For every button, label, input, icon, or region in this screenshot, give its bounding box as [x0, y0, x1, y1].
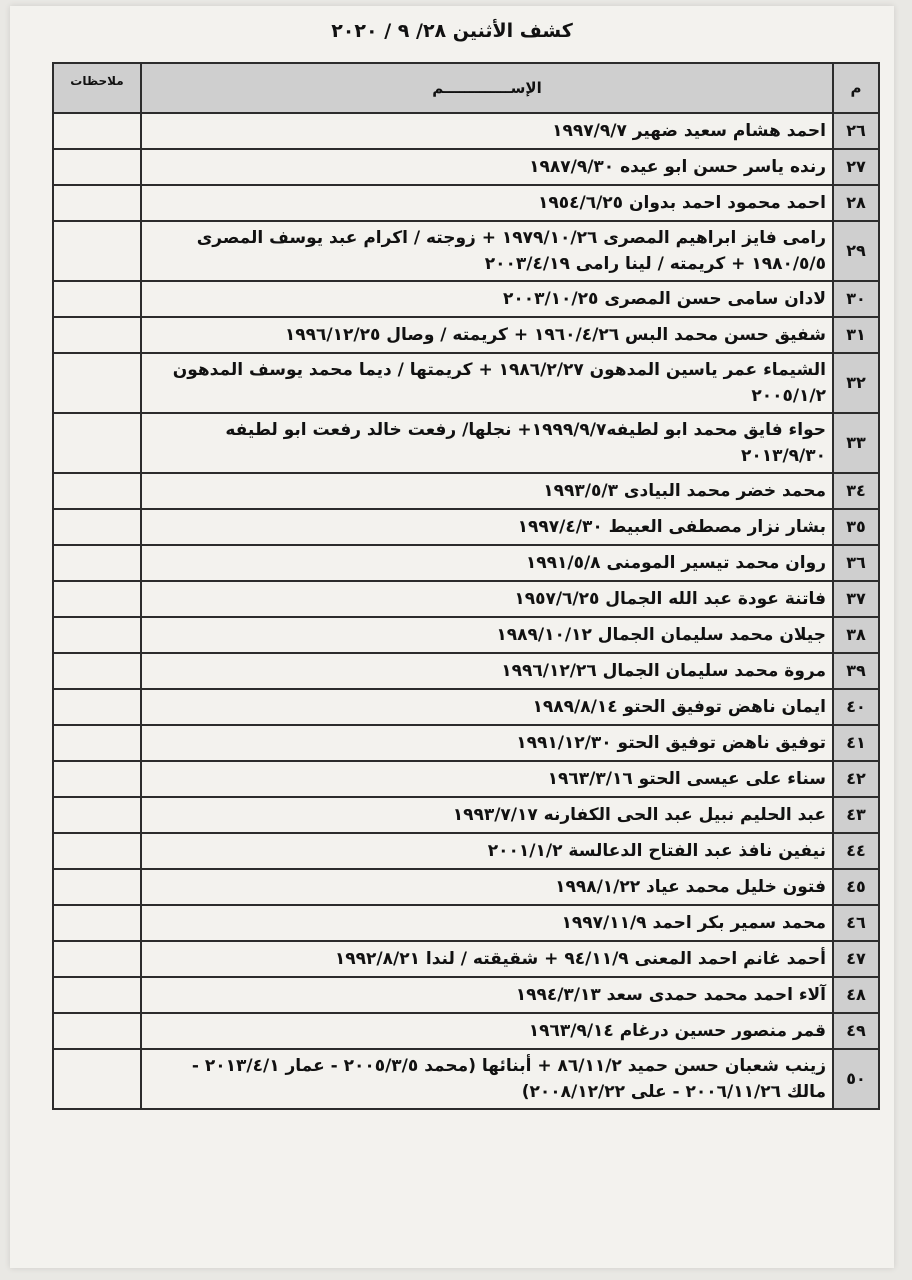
row-name: رامى فايز ابراهيم المصرى ١٩٧٩/١٠/٢٦ + زوجته / اكرام عبد يوسف المصرى ١٩٨٠/٥/٥ + كريمته / لينا رامى ٢٠٠٣/٤/١٩ — [141, 221, 833, 281]
row-notes — [53, 281, 141, 317]
header-number: م — [833, 63, 879, 113]
row-name: جيلان محمد سليمان الجمال ١٩٨٩/١٠/١٢ — [141, 617, 833, 653]
row-number: ٣٣ — [833, 413, 879, 473]
table-row — [53, 353, 879, 413]
table-row — [53, 653, 879, 689]
row-number: ٤٩ — [833, 1013, 879, 1049]
row-number: ٣٢ — [833, 353, 879, 413]
row-name: فتون خليل محمد عياد ١٩٩٨/١/٢٢ — [141, 869, 833, 905]
row-name: توفيق ناهض توفيق الحتو ١٩٩١/١٢/٣٠ — [141, 725, 833, 761]
row-notes — [53, 113, 141, 149]
row-name: نيفين نافذ عبد الفتاح الدعالسة ٢٠٠١/١/٢ — [141, 833, 833, 869]
row-notes — [53, 149, 141, 185]
header-notes: ملاحظات — [53, 63, 141, 113]
row-number: ٣٥ — [833, 509, 879, 545]
row-name: ايمان ناهض توفيق الحتو ١٩٨٩/٨/١٤ — [141, 689, 833, 725]
row-notes — [53, 653, 141, 689]
row-notes — [53, 545, 141, 581]
row-number: ٥٠ — [833, 1049, 879, 1109]
table-row — [53, 689, 879, 725]
row-name: محمد سمير بكر احمد ١٩٩٧/١١/٩ — [141, 905, 833, 941]
row-name: رنده ياسر حسن ابو عيده ١٩٨٧/٩/٣٠ — [141, 149, 833, 185]
row-name: احمد محمود احمد بدوان ١٩٥٤/٦/٢٥ — [141, 185, 833, 221]
row-notes — [53, 977, 141, 1013]
row-notes — [53, 317, 141, 353]
row-number: ٤٢ — [833, 761, 879, 797]
row-number: ٤٨ — [833, 977, 879, 1013]
row-number: ٢٩ — [833, 221, 879, 281]
header-name: الإســـــــــــــم — [141, 63, 833, 113]
row-number: ٤٧ — [833, 941, 879, 977]
row-name: روان محمد تيسير المومنى ١٩٩١/٥/٨ — [141, 545, 833, 581]
table-row — [53, 317, 879, 353]
row-number: ٢٧ — [833, 149, 879, 185]
row-notes — [53, 1013, 141, 1049]
table-row — [53, 473, 879, 509]
row-name: أحمد غانم احمد المعنى ٩٤/١١/٩ + شقيقته / لندا ١٩٩٢/٨/٢١ — [141, 941, 833, 977]
row-notes — [53, 509, 141, 545]
row-name: فاتنة عودة عبد الله الجمال ١٩٥٧/٦/٢٥ — [141, 581, 833, 617]
row-number: ٤٣ — [833, 797, 879, 833]
row-number: ٢٨ — [833, 185, 879, 221]
row-notes — [53, 581, 141, 617]
row-name: الشيماء عمر ياسين المدهون ١٩٨٦/٢/٢٧ + كريمتها / ديما محمد يوسف المدهون ٢٠٠٥/١/٢ — [141, 353, 833, 413]
row-notes — [53, 725, 141, 761]
row-number: ٤٤ — [833, 833, 879, 869]
table-row — [53, 113, 879, 149]
table-row — [53, 905, 879, 941]
row-name: محمد خضر محمد البيادى ١٩٩٣/٥/٣ — [141, 473, 833, 509]
table-row — [53, 761, 879, 797]
table-body — [53, 113, 879, 1109]
table-row — [53, 869, 879, 905]
row-number: ٤٥ — [833, 869, 879, 905]
table-row — [53, 545, 879, 581]
row-name: مروة محمد سليمان الجمال ١٩٩٦/١٢/٢٦ — [141, 653, 833, 689]
row-notes — [53, 617, 141, 653]
row-name: قمر منصور حسين درغام ١٩٦٣/٩/١٤ — [141, 1013, 833, 1049]
table-row — [53, 149, 879, 185]
table-row — [53, 797, 879, 833]
row-notes — [53, 689, 141, 725]
table-row — [53, 941, 879, 977]
table-row — [53, 581, 879, 617]
row-number: ٤٦ — [833, 905, 879, 941]
row-name: آلاء احمد محمد حمدى سعد ١٩٩٤/٣/١٣ — [141, 977, 833, 1013]
row-notes — [53, 905, 141, 941]
row-number: ٤١ — [833, 725, 879, 761]
row-number: ٣١ — [833, 317, 879, 353]
row-name: بشار نزار مصطفى العبيط ١٩٩٧/٤/٣٠ — [141, 509, 833, 545]
row-name: سناء على عيسى الحتو ١٩٦٣/٣/١٦ — [141, 761, 833, 797]
row-number: ٤٠ — [833, 689, 879, 725]
row-notes — [53, 413, 141, 473]
table-row — [53, 221, 879, 281]
row-notes — [53, 833, 141, 869]
table-row — [53, 725, 879, 761]
document-title: كشف الأثنين ٢٨/ ٩ / ٢٠٢٠ — [331, 20, 573, 42]
document-sheet — [10, 6, 894, 1268]
row-number: ٣٤ — [833, 473, 879, 509]
row-notes — [53, 761, 141, 797]
row-notes — [53, 797, 141, 833]
row-notes — [53, 221, 141, 281]
table-row — [53, 833, 879, 869]
row-name: زينب شعبان حسن حميد ٨٦/١١/٢ + أبنائها (محمد ٢٠٠٥/٣/٥ - عمار ٢٠١٣/٤/١ - مالك ٢٠٠٦/١١/٢٦ - على ٢٠٠٨/١٢/٢٢) — [141, 1049, 833, 1109]
table-header-row — [53, 63, 879, 113]
table-row — [53, 185, 879, 221]
row-name: عبد الحليم نبيل عبد الحى الكفارنه ١٩٩٣/٧/١٧ — [141, 797, 833, 833]
table-row — [53, 509, 879, 545]
row-number: ٢٦ — [833, 113, 879, 149]
row-notes — [53, 1049, 141, 1109]
table-row — [53, 617, 879, 653]
row-name: حواء فايق محمد ابو لطيفه١٩٩٩/٩/٧+ نجلها/ رفعت خالد رفعت ابو لطيفه ٢٠١٣/٩/٣٠ — [141, 413, 833, 473]
table-row — [53, 1049, 879, 1109]
row-number: ٣٨ — [833, 617, 879, 653]
row-name: احمد هشام سعيد ضهير ١٩٩٧/٩/٧ — [141, 113, 833, 149]
row-number: ٣٩ — [833, 653, 879, 689]
table-row — [53, 413, 879, 473]
table-row — [53, 1013, 879, 1049]
row-notes — [53, 473, 141, 509]
row-name: شفيق حسن محمد البس ١٩٦٠/٤/٢٦ + كريمته / وصال ١٩٩٦/١٢/٢٥ — [141, 317, 833, 353]
row-name: لادان سامى حسن المصرى ٢٠٠٣/١٠/٢٥ — [141, 281, 833, 317]
table-row — [53, 281, 879, 317]
row-notes — [53, 869, 141, 905]
table-row — [53, 977, 879, 1013]
row-notes — [53, 941, 141, 977]
names-table — [52, 62, 880, 1110]
row-notes — [53, 185, 141, 221]
row-number: ٣٠ — [833, 281, 879, 317]
row-number: ٣٧ — [833, 581, 879, 617]
row-notes — [53, 353, 141, 413]
row-number: ٣٦ — [833, 545, 879, 581]
